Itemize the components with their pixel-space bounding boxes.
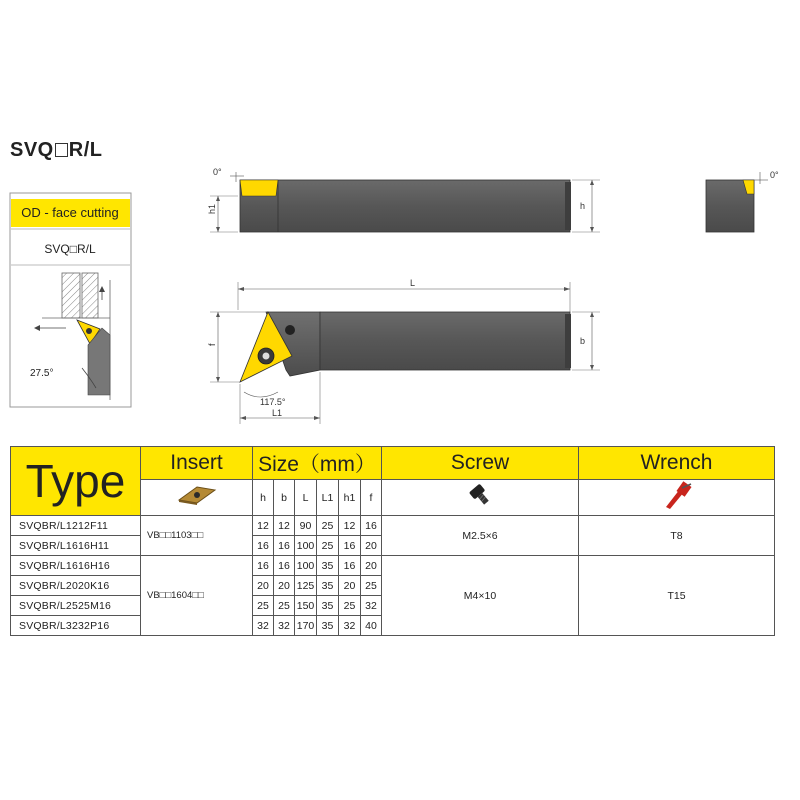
size-cell: 35 bbox=[317, 576, 339, 596]
table-row bbox=[11, 556, 775, 576]
title-prefix: SVQ bbox=[10, 139, 54, 161]
size-cell: 100 bbox=[295, 536, 317, 556]
insert-header: Insert bbox=[141, 447, 253, 480]
type-header: Type bbox=[11, 447, 141, 516]
size-cell: 16 bbox=[253, 536, 274, 556]
size-cell: 20 bbox=[274, 576, 295, 596]
clamp-screw bbox=[285, 325, 295, 335]
insert-icon bbox=[175, 484, 219, 506]
workpiece-hatch-right bbox=[82, 273, 98, 318]
b-label: b bbox=[580, 336, 586, 346]
table-row bbox=[11, 516, 775, 536]
size-cell: 25 bbox=[317, 536, 339, 556]
size-cell: 20 bbox=[339, 576, 361, 596]
approach-angle-label: 117.5° bbox=[260, 397, 286, 407]
wrench-icon bbox=[660, 480, 694, 510]
size-cell: 16 bbox=[274, 536, 295, 556]
model-cell: SVQBR/L1616H11 bbox=[11, 536, 141, 556]
screw-icon-cell bbox=[382, 480, 579, 516]
model-cell: SVQBR/L2525M16 bbox=[11, 596, 141, 616]
size-col-L1: L1 bbox=[317, 480, 339, 516]
workpiece-hatch-left bbox=[62, 273, 80, 318]
title-suffix: R/L bbox=[68, 139, 103, 161]
holder-shank bbox=[320, 312, 570, 370]
size-cell: 25 bbox=[339, 596, 361, 616]
wrench-header: Wrench bbox=[579, 447, 775, 480]
size-cell: 32 bbox=[339, 616, 361, 636]
size-cell: 16 bbox=[274, 556, 295, 576]
holder-body-side bbox=[240, 180, 570, 232]
size-col-f: f bbox=[361, 480, 382, 516]
screw-icon bbox=[465, 482, 495, 508]
side-panel-angle: 27.5° bbox=[30, 368, 54, 379]
wrench-cell: T15 bbox=[579, 556, 775, 636]
size-cell: 32 bbox=[253, 616, 274, 636]
model-cell: SVQBR/L2020K16 bbox=[11, 576, 141, 596]
size-cell: 16 bbox=[339, 556, 361, 576]
size-cell: 25 bbox=[253, 596, 274, 616]
f-label: f bbox=[207, 343, 217, 346]
h1-label: h1 bbox=[207, 203, 217, 214]
h-label: h bbox=[580, 201, 586, 211]
size-cell: 150 bbox=[295, 596, 317, 616]
side-view bbox=[207, 167, 600, 232]
size-col-L: L bbox=[295, 480, 317, 516]
size-header: Size（mm） bbox=[253, 447, 382, 480]
rake-angle-label-right: 0° bbox=[770, 170, 779, 180]
rake-angle-label-left: 0° bbox=[213, 167, 222, 177]
side-panel-code: SVQ□R/L bbox=[44, 242, 96, 256]
size-cell: 12 bbox=[274, 516, 295, 536]
size-cell: 20 bbox=[361, 536, 382, 556]
model-cell: SVQBR/L1616H16 bbox=[11, 556, 141, 576]
size-cell: 35 bbox=[317, 616, 339, 636]
size-cell: 35 bbox=[317, 596, 339, 616]
wrench-icon-cell bbox=[579, 480, 775, 516]
size-cell: 20 bbox=[361, 556, 382, 576]
size-cell: 16 bbox=[361, 516, 382, 536]
size-cell: 25 bbox=[361, 576, 382, 596]
model-cell: SVQBR/L1212F11 bbox=[11, 516, 141, 536]
side-panel bbox=[10, 193, 131, 407]
size-col-h1: h1 bbox=[339, 480, 361, 516]
size-col-b: b bbox=[274, 480, 295, 516]
size-cell: 32 bbox=[361, 596, 382, 616]
size-cell: 100 bbox=[295, 556, 317, 576]
side-panel-heading: OD - face cutting bbox=[21, 205, 119, 220]
size-cell: 25 bbox=[274, 596, 295, 616]
size-cell: 35 bbox=[317, 556, 339, 576]
size-col-h: h bbox=[253, 480, 274, 516]
plan-view bbox=[207, 278, 600, 424]
wrench-cell: T8 bbox=[579, 516, 775, 556]
size-cell: 12 bbox=[339, 516, 361, 536]
screw-cell: M2.5×6 bbox=[382, 516, 579, 556]
size-cell: 40 bbox=[361, 616, 382, 636]
L-label: L bbox=[410, 278, 416, 288]
size-cell: 12 bbox=[253, 516, 274, 536]
insert-code-cell: VB□□1604□□ bbox=[141, 556, 253, 636]
insert-icon-cell bbox=[141, 480, 253, 516]
size-cell: 20 bbox=[253, 576, 274, 596]
insert-code-cell: VB□□1103□□ bbox=[141, 516, 253, 556]
size-cell: 170 bbox=[295, 616, 317, 636]
size-cell: 16 bbox=[339, 536, 361, 556]
size-cell: 90 bbox=[295, 516, 317, 536]
insert-side-view bbox=[240, 180, 278, 196]
size-cell: 32 bbox=[274, 616, 295, 636]
spec-table bbox=[10, 446, 775, 636]
screw-header: Screw bbox=[382, 447, 579, 480]
size-cell: 25 bbox=[317, 516, 339, 536]
size-cell: 125 bbox=[295, 576, 317, 596]
model-cell: SVQBR/L3232P16 bbox=[11, 616, 141, 636]
end-view bbox=[706, 170, 779, 232]
screw-cell: M4×10 bbox=[382, 556, 579, 636]
L1-label: L1 bbox=[272, 408, 283, 418]
size-cell: 16 bbox=[253, 556, 274, 576]
technical-drawing bbox=[0, 150, 800, 440]
